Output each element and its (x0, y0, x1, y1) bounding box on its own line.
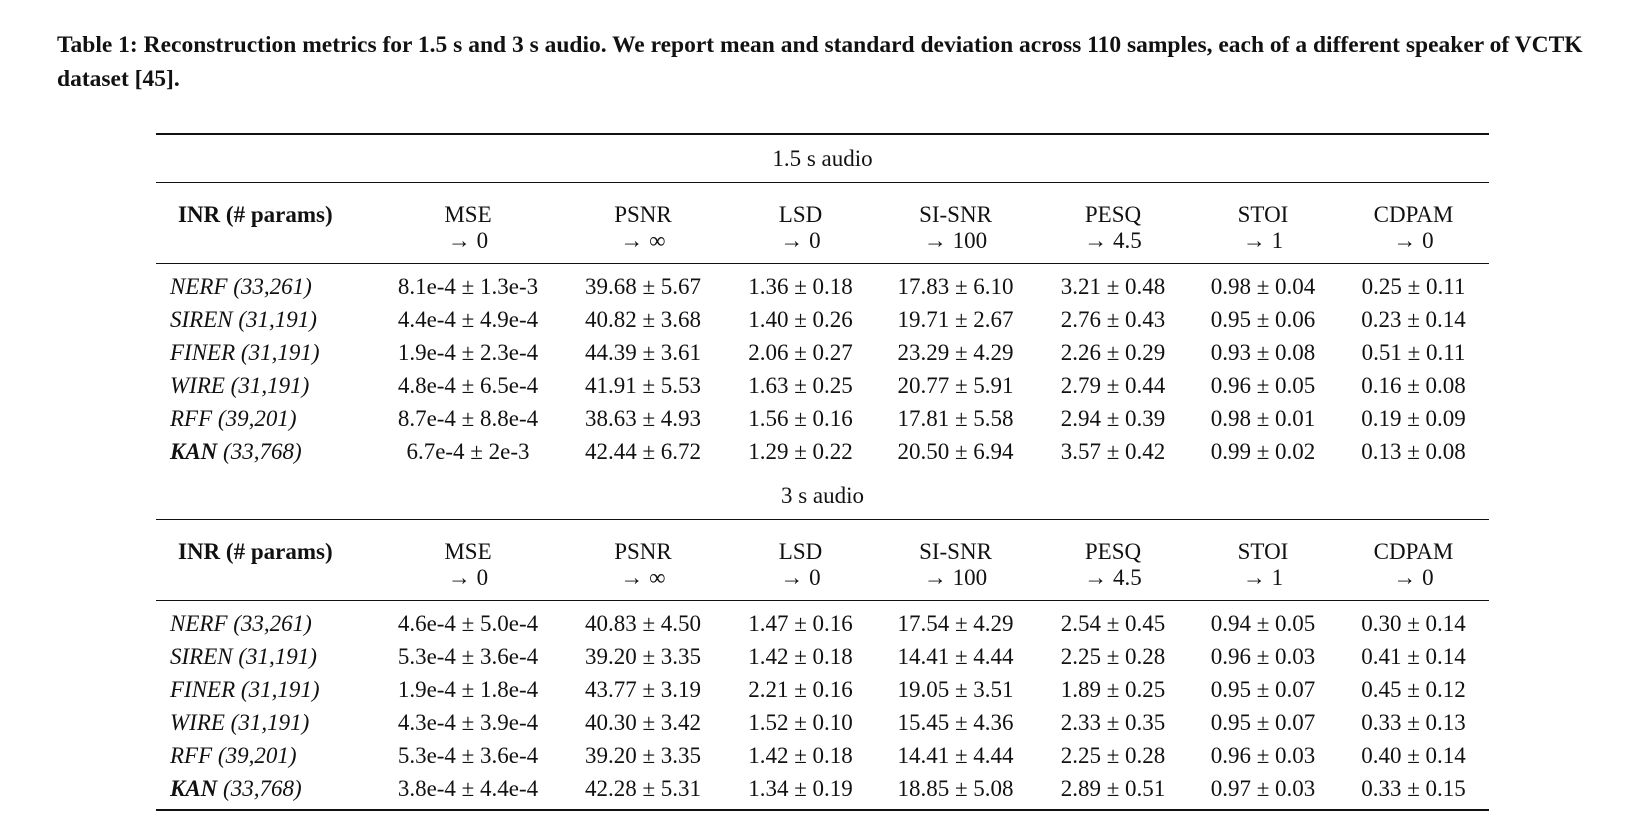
metric-header: PESQ (1038, 183, 1188, 229)
metric-target: → ∞ (620, 228, 666, 253)
model-name: NERF (170, 610, 228, 636)
metric-value: 0.93 ± 0.08 (1210, 339, 1316, 365)
metric-value: 0.96 ± 0.03 (1210, 643, 1316, 669)
metric-value: 39.68 ± 5.67 (558, 264, 728, 304)
metric-value: 1.29 ± 0.22 (748, 438, 853, 464)
table-row (156, 706, 1489, 739)
metric-value: 0.95 ± 0.07 (1210, 709, 1316, 735)
metric-value: 8.7e-4 ± 8.8e-4 (397, 405, 539, 431)
metric-value: 39.20 ± 3.35 (584, 643, 702, 669)
section-title: 1.5 s audio (156, 134, 1489, 183)
metric-header: CDPAM (1338, 183, 1489, 229)
metric-target: → 1 (1242, 565, 1284, 590)
model-name: SIREN (170, 306, 233, 332)
table-row (156, 264, 1489, 304)
metric-value: 2.54 ± 0.45 (1038, 601, 1188, 641)
metric-header: LSD (728, 520, 873, 566)
metric-value: 5.3e-4 ± 3.6e-4 (397, 643, 539, 669)
model-params: (33,768) (223, 438, 302, 464)
metric-value: 3.8e-4 ± 4.4e-4 (378, 772, 558, 810)
model-name: KAN (170, 775, 218, 801)
metric-value: 41.91 ± 5.53 (584, 372, 702, 398)
table-row (156, 673, 1489, 706)
model-cell (156, 402, 378, 435)
metric-header: SI-SNR (873, 520, 1038, 566)
metric-value: 43.77 ± 3.19 (584, 676, 702, 702)
model-cell (156, 640, 378, 673)
metric-value: 0.95 ± 0.06 (1210, 306, 1316, 332)
model-params: (39,201) (217, 405, 297, 431)
metric-value: 1.9e-4 ± 1.8e-4 (397, 676, 539, 702)
metric-value: 4.4e-4 ± 4.9e-4 (397, 306, 539, 332)
metric-target: → 4.5 (1084, 565, 1142, 590)
model-params: (31,191) (238, 306, 317, 332)
metric-value: 17.83 ± 6.10 (873, 264, 1038, 304)
metric-value: 14.41 ± 4.44 (897, 742, 1014, 768)
model-cell (156, 264, 378, 304)
metric-value: 0.41 ± 0.14 (1361, 643, 1466, 669)
metric-value: 4.8e-4 ± 6.5e-4 (397, 372, 539, 398)
metric-value: 0.13 ± 0.08 (1361, 438, 1466, 464)
target-blank (156, 565, 378, 601)
metric-target: → 1 (1242, 228, 1284, 253)
results-table-container (156, 133, 1489, 811)
metric-value: 0.23 ± 0.14 (1361, 306, 1466, 332)
model-params: (31,191) (240, 339, 320, 365)
metric-value: 1.52 ± 0.10 (748, 709, 853, 735)
metric-header: CDPAM (1338, 520, 1489, 566)
target-header-row (156, 565, 1489, 601)
metric-value: 17.81 ± 5.58 (897, 405, 1014, 431)
section-title: 3 s audio (780, 482, 865, 508)
model-name: WIRE (170, 372, 225, 398)
metric-value: 0.96 ± 0.05 (1210, 372, 1316, 398)
metric-target: → 100 (923, 565, 988, 590)
metric-target: → 0 (780, 565, 821, 590)
metric-value: 1.36 ± 0.18 (728, 264, 873, 304)
model-params: (31,191) (240, 676, 320, 702)
metric-header: STOI (1188, 183, 1338, 229)
metric-target: → 100 (923, 228, 988, 253)
model-name: WIRE (170, 709, 225, 735)
metric-value: 0.98 ± 0.04 (1188, 264, 1338, 304)
metric-value: 20.50 ± 6.94 (897, 438, 1014, 464)
metric-value: 0.99 ± 0.02 (1210, 438, 1316, 464)
metric-value: 1.63 ± 0.25 (748, 372, 853, 398)
metric-value: 0.45 ± 0.12 (1361, 676, 1466, 702)
metric-target: → 0 (1393, 565, 1434, 590)
section-header-row (156, 472, 1489, 520)
metric-value: 2.21 ± 0.16 (748, 676, 853, 702)
metric-value: 0.96 ± 0.03 (1210, 742, 1316, 768)
metric-value: 1.42 ± 0.18 (748, 742, 853, 768)
model-name: RFF (170, 742, 213, 768)
metric-header: MSE (378, 520, 558, 566)
column-header-row (156, 183, 1489, 229)
metric-header: PESQ (1038, 520, 1188, 566)
model-name: KAN (170, 438, 218, 464)
model-params: (39,201) (217, 742, 297, 768)
metric-value: 2.76 ± 0.43 (1060, 306, 1166, 332)
metric-value: 19.71 ± 2.67 (897, 306, 1014, 332)
metric-header: LSD (728, 183, 873, 229)
model-name: FINER (170, 339, 236, 365)
metric-header: STOI (1188, 520, 1338, 566)
model-name: FINER (170, 676, 236, 702)
table-row (156, 640, 1489, 673)
model-params: (33,261) (233, 610, 312, 636)
model-params: (31,191) (230, 372, 310, 398)
table-row (156, 336, 1489, 369)
metric-value: 1.42 ± 0.18 (748, 643, 853, 669)
metric-value: 2.79 ± 0.44 (1060, 372, 1166, 398)
model-name: NERF (170, 273, 228, 299)
metric-value: 2.26 ± 0.29 (1060, 339, 1166, 365)
table-row (156, 435, 1489, 472)
metric-value: 40.83 ± 4.50 (558, 601, 728, 641)
metric-value: 15.45 ± 4.36 (897, 709, 1014, 735)
model-cell (156, 336, 378, 369)
metric-value: 3.57 ± 0.42 (1060, 438, 1166, 464)
metric-value: 40.82 ± 3.68 (584, 306, 702, 332)
metric-value: 2.25 ± 0.28 (1060, 742, 1166, 768)
metric-value: 39.20 ± 3.35 (584, 742, 702, 768)
metric-value: 5.3e-4 ± 3.6e-4 (397, 742, 539, 768)
metric-value: 2.25 ± 0.28 (1060, 643, 1166, 669)
metric-header: PSNR (558, 520, 728, 566)
metric-target: → ∞ (620, 565, 666, 590)
metric-value: 1.56 ± 0.16 (748, 405, 853, 431)
metric-value: 1.9e-4 ± 2.3e-4 (397, 339, 539, 365)
model-column-header: INR (# params) (156, 520, 378, 566)
model-cell (156, 772, 378, 810)
model-cell (156, 303, 378, 336)
model-cell (156, 369, 378, 402)
metric-value: 38.63 ± 4.93 (584, 405, 702, 431)
metric-value: 0.30 ± 0.14 (1338, 601, 1489, 641)
metric-target: → 0 (447, 565, 489, 590)
model-params: (31,191) (238, 643, 317, 669)
model-params: (33,261) (233, 273, 312, 299)
target-blank (156, 228, 378, 264)
model-cell (156, 673, 378, 706)
metric-header: SI-SNR (873, 183, 1038, 229)
metric-value: 0.95 ± 0.07 (1210, 676, 1316, 702)
metric-value: 23.29 ± 4.29 (897, 339, 1014, 365)
metric-value: 0.33 ± 0.13 (1361, 709, 1466, 735)
metric-value: 0.51 ± 0.11 (1361, 339, 1466, 365)
metric-value: 1.34 ± 0.19 (728, 772, 873, 810)
model-column-header: INR (# params) (156, 183, 378, 229)
metric-value: 2.33 ± 0.35 (1060, 709, 1166, 735)
metric-value: 40.30 ± 3.42 (584, 709, 702, 735)
table-row (156, 369, 1489, 402)
metric-target: → 4.5 (1084, 228, 1142, 253)
table-row (156, 303, 1489, 336)
column-header-row (156, 520, 1489, 566)
metric-value: 42.28 ± 5.31 (558, 772, 728, 810)
metric-value: 17.54 ± 4.29 (873, 601, 1038, 641)
model-params: (33,768) (223, 775, 302, 801)
metric-value: 0.19 ± 0.09 (1361, 405, 1466, 431)
table-row (156, 402, 1489, 435)
metric-value: 0.25 ± 0.11 (1338, 264, 1489, 304)
table-row (156, 739, 1489, 772)
metric-value: 1.40 ± 0.26 (748, 306, 853, 332)
model-cell (156, 706, 378, 739)
metric-target: → 0 (780, 228, 821, 253)
metric-value: 14.41 ± 4.44 (897, 643, 1014, 669)
metric-value: 0.16 ± 0.08 (1361, 372, 1466, 398)
metric-value: 20.77 ± 5.91 (897, 372, 1014, 398)
table-caption: Table 1: Reconstruction metrics for 1.5 s and 3 s audio. We report mean and standard deviation across 110 samples, each of a different speaker of VCTK dataset [45]. (57, 32, 1583, 92)
model-cell (156, 601, 378, 641)
metric-value: 2.89 ± 0.51 (1038, 772, 1188, 810)
metric-value: 2.06 ± 0.27 (748, 339, 853, 365)
metric-value: 4.6e-4 ± 5.0e-4 (378, 601, 558, 641)
metric-header: PSNR (558, 183, 728, 229)
metric-value: 18.85 ± 5.08 (873, 772, 1038, 810)
metric-value: 44.39 ± 3.61 (584, 339, 702, 365)
metric-value: 42.44 ± 6.72 (584, 438, 702, 464)
metric-header: MSE (378, 183, 558, 229)
model-name: RFF (170, 405, 213, 431)
metric-value: 4.3e-4 ± 3.9e-4 (397, 709, 539, 735)
table-row (156, 772, 1489, 810)
metric-value: 0.94 ± 0.05 (1188, 601, 1338, 641)
metric-target: → 0 (1393, 228, 1434, 253)
metric-value: 0.97 ± 0.03 (1188, 772, 1338, 810)
model-name: SIREN (170, 643, 233, 669)
metric-value: 1.47 ± 0.16 (728, 601, 873, 641)
model-cell (156, 435, 378, 472)
table-row (156, 601, 1489, 641)
metric-value: 0.40 ± 0.14 (1361, 742, 1466, 768)
model-params: (31,191) (230, 709, 310, 735)
model-cell (156, 739, 378, 772)
results-table (156, 133, 1489, 811)
metric-value: 1.89 ± 0.25 (1060, 676, 1166, 702)
metric-value: 19.05 ± 3.51 (897, 676, 1014, 702)
metric-value: 0.33 ± 0.15 (1338, 772, 1489, 810)
metric-value: 2.94 ± 0.39 (1060, 405, 1166, 431)
section-header-row (156, 134, 1489, 183)
metric-value: 6.7e-4 ± 2e-3 (406, 438, 530, 464)
metric-value: 8.1e-4 ± 1.3e-3 (378, 264, 558, 304)
metric-target: → 0 (447, 228, 489, 253)
target-header-row (156, 228, 1489, 264)
metric-value: 0.98 ± 0.01 (1210, 405, 1316, 431)
metric-value: 3.21 ± 0.48 (1038, 264, 1188, 304)
